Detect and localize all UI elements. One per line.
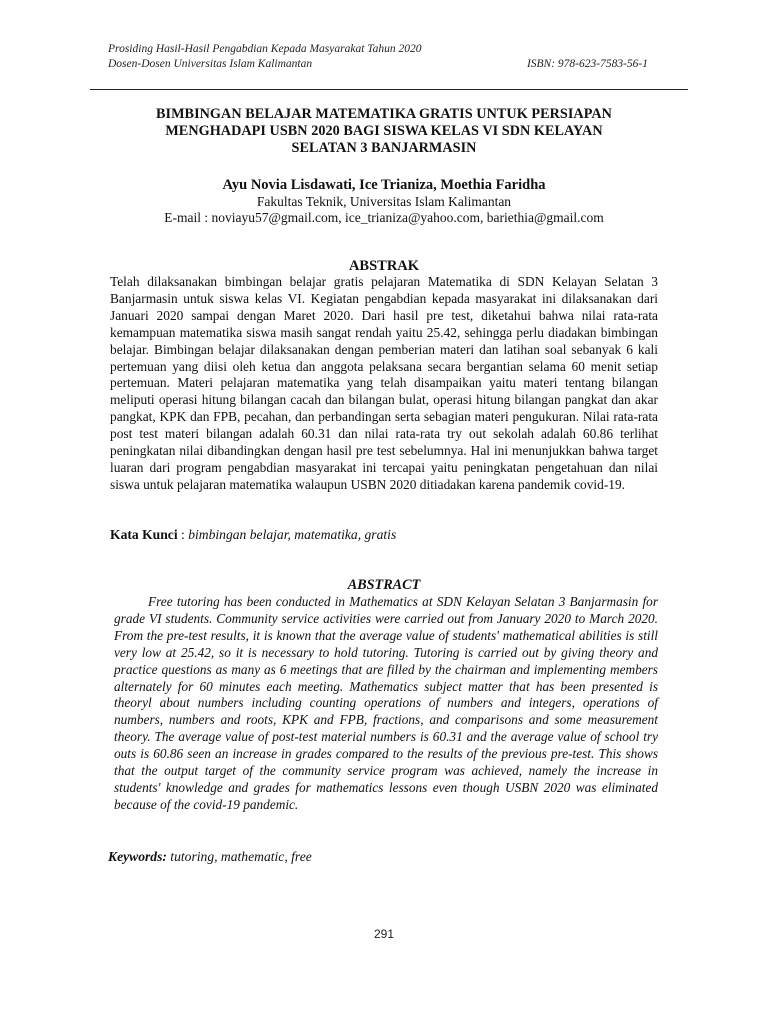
institution-line: Dosen-Dosen Universitas Islam Kalimantan bbox=[108, 58, 313, 70]
keywords bbox=[108, 848, 660, 865]
proceedings-title: Prosiding Hasil-Hasil Pengabdian Kepada Masyarakat Tahun 2020 bbox=[108, 43, 422, 55]
author-emails: E-mail : noviayu57@gmail.com, ice_trianiza@yahoo.com, bariethia@gmail.com bbox=[164, 210, 604, 225]
abstract-body: Free tutoring has been conducted in Mathematics at SDN Kelayan Selatan 3 Banjarmasin for grade VI students. Community service activities were carried out from January 2020 to March 2020. From the pre-test results, it is known that the average value of students' mathematical abilities is still very low at 25.42, so it is necessary to hold tutoring. Tutoring is carried out by giving theory and practice questions as many as 6 meetings that are filled by the chairman and implementing members alternately for 60 minutes each meeting. Mathematics subject matter that has been presented is theoryl about numbers including counting operations of numbers and integers, operations of numbers, numbers and roots, KPK and FPB, fractions, and comparisons and some measurement theory. The average value of post-test material numbers is 60.31 and the average value of school try outs is 60.86 seen an increase in grades compared to the results of the previous pre-test. This shows that the output target of the community service program was achieved, namely the increase in students' knowledge and grades for mathematics lessons even though USBN 2020 was eliminated because of the covid-19 pandemic. bbox=[114, 594, 658, 812]
keywords-label: Keywords: bbox=[108, 849, 167, 864]
kata-kunci-value: bimbingan belajar, matematika, gratis bbox=[188, 527, 397, 542]
kata-kunci-label: Kata Kunci bbox=[110, 527, 178, 542]
isbn: ISBN: 978-623-7583-56-1 bbox=[526, 58, 648, 70]
paper-title bbox=[108, 106, 660, 157]
author-affiliation: Fakultas Teknik, Universitas Islam Kalimantan bbox=[256, 194, 512, 209]
abstract-heading: ABSTRACT bbox=[347, 577, 421, 593]
abstrak-heading: ABSTRAK bbox=[348, 258, 420, 274]
running-header bbox=[108, 42, 648, 72]
kata-kunci bbox=[110, 526, 658, 543]
title-line-2: MENGHADAPI USBN 2020 BAGI SISWA KELAS VI SDN KELAYAN bbox=[165, 123, 603, 139]
abstrak-body: Telah dilaksanakan bimbingan belajar gratis pelajaran Matematika di SDN Kelayan Selatan 3 Banjarmasin untuk siswa kelas VI. Kegiatan pengabdian kepada masyarakat ini dilaksanakan dari Januari 2020 sampai dengan Maret 2020. Dari hasil pre test, diketahui bahwa nilai rata-rata kemampuan matematika siswa masih sangat rendah yaitu 25.42, sehingga perlu diadakan bimbingan belajar. Bimbingan belajar dilaksanakan dengan pemberian materi dan latihan soal sebanyak 6 kali pertemuan yang diisi oleh ketua dan anggota pelaksana secara bergantian selama 60 menit setiap pertemuan. Materi pelajaran matematika yang telah disampaikan yaitu materi tentang bilangan meliputi operasi hitung bilangan cacah dan bilangan bulat, operasi hitung bilangan pangkat dan akar pangkat, KPK dan FPB, pecahan, dan perbandingan serta sebagian materi pengukuran. Nilai rata-rata post test materi bilangan adalah 60.31 dan nilai rata-rata try out sekolah adalah 60.86 terlihat peningkatan nilai dibandingkan dengan hasil pre test sebelumnya. Hal ini menunjukkan bahwa target luaran dari program pengabdian masyarakat ini tercapai yaitu peningkatan pengetahuan dan nilai siswa untuk pelajaran matematika walaupun USBN 2020 ditiadakan karena pandemik covid-19. bbox=[110, 274, 658, 492]
kata-kunci-separator: : bbox=[177, 527, 189, 542]
header-row bbox=[108, 57, 648, 72]
author-list: Ayu Novia Lisdawati, Ice Trianiza, Moethia Faridha bbox=[222, 177, 546, 193]
page-number: 291 bbox=[373, 927, 395, 941]
title-line-3: SELATAN 3 BANJARMASIN bbox=[291, 140, 477, 156]
keywords-value: tutoring, mathematic, free bbox=[166, 849, 312, 864]
title-line-1: BIMBINGAN BELAJAR MATEMATIKA GRATIS UNTUK PERSIAPAN bbox=[156, 106, 612, 122]
header-divider bbox=[90, 89, 688, 90]
